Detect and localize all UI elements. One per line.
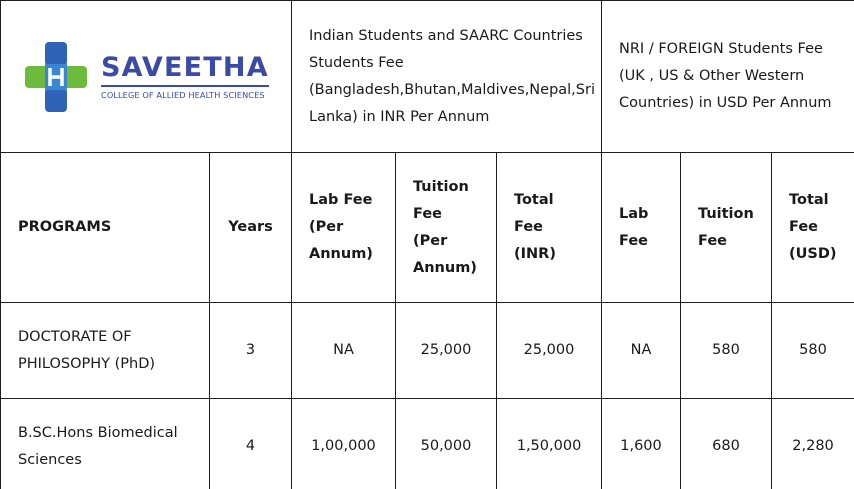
years-value: 3 [210,303,292,399]
logo-cell [1,1,292,153]
tuition-fee-usd-header: Tuition Fee [681,153,772,303]
brand-divider [101,85,269,87]
saveetha-logo [19,40,291,114]
tuition-fee-usd-value: 580 [681,303,772,399]
lab-fee-usd-value: 1,600 [602,399,681,489]
total-fee-usd-value: 2,280 [772,399,854,489]
cross-h-logo-icon [19,40,93,114]
total-fee-usd-value: 580 [772,303,854,399]
total-fee-inr-header: Total Fee (INR) [497,153,602,303]
lab-fee-inr-header: Lab Fee (Per Annum) [292,153,396,303]
lab-fee-usd-header: Lab Fee [602,153,681,303]
total-fee-inr-value: 25,000 [497,303,602,399]
lab-fee-usd-value: NA [602,303,681,399]
column-header-row [1,153,854,303]
table-row [1,399,854,489]
brand-subtitle: COLLEGE OF ALLIED HEALTH SCIENCES [101,89,265,100]
program-name: B.SC.Hons Biomedical Sciences [1,399,210,489]
program-name: DOCTORATE OF PHILOSOPHY (PhD) [1,303,210,399]
nri-fee-group-header: NRI / FOREIGN Students Fee (UK , US & Other Western Countries) in USD Per Annum [602,1,854,153]
brand-name: SAVEETHA [101,52,269,84]
table-row [1,303,854,399]
total-fee-inr-value: 1,50,000 [497,399,602,489]
indian-fee-group-header: Indian Students and SAARC Countries Students Fee (Bangladesh,Bhutan,Maldives,Nepal,Sri Lanka) in INR Per Annum [292,1,602,153]
total-fee-usd-header: Total Fee (USD) [772,153,854,303]
lab-fee-inr-value: NA [292,303,396,399]
group-header-row [1,1,854,153]
tuition-fee-inr-header: Tuition Fee (Per Annum) [396,153,497,303]
tuition-fee-inr-value: 25,000 [396,303,497,399]
years-value: 4 [210,399,292,489]
years-header: Years [210,153,292,303]
lab-fee-inr-value: 1,00,000 [292,399,396,489]
programs-header: PROGRAMS [1,153,210,303]
tuition-fee-inr-value: 50,000 [396,399,497,489]
tuition-fee-usd-value: 680 [681,399,772,489]
